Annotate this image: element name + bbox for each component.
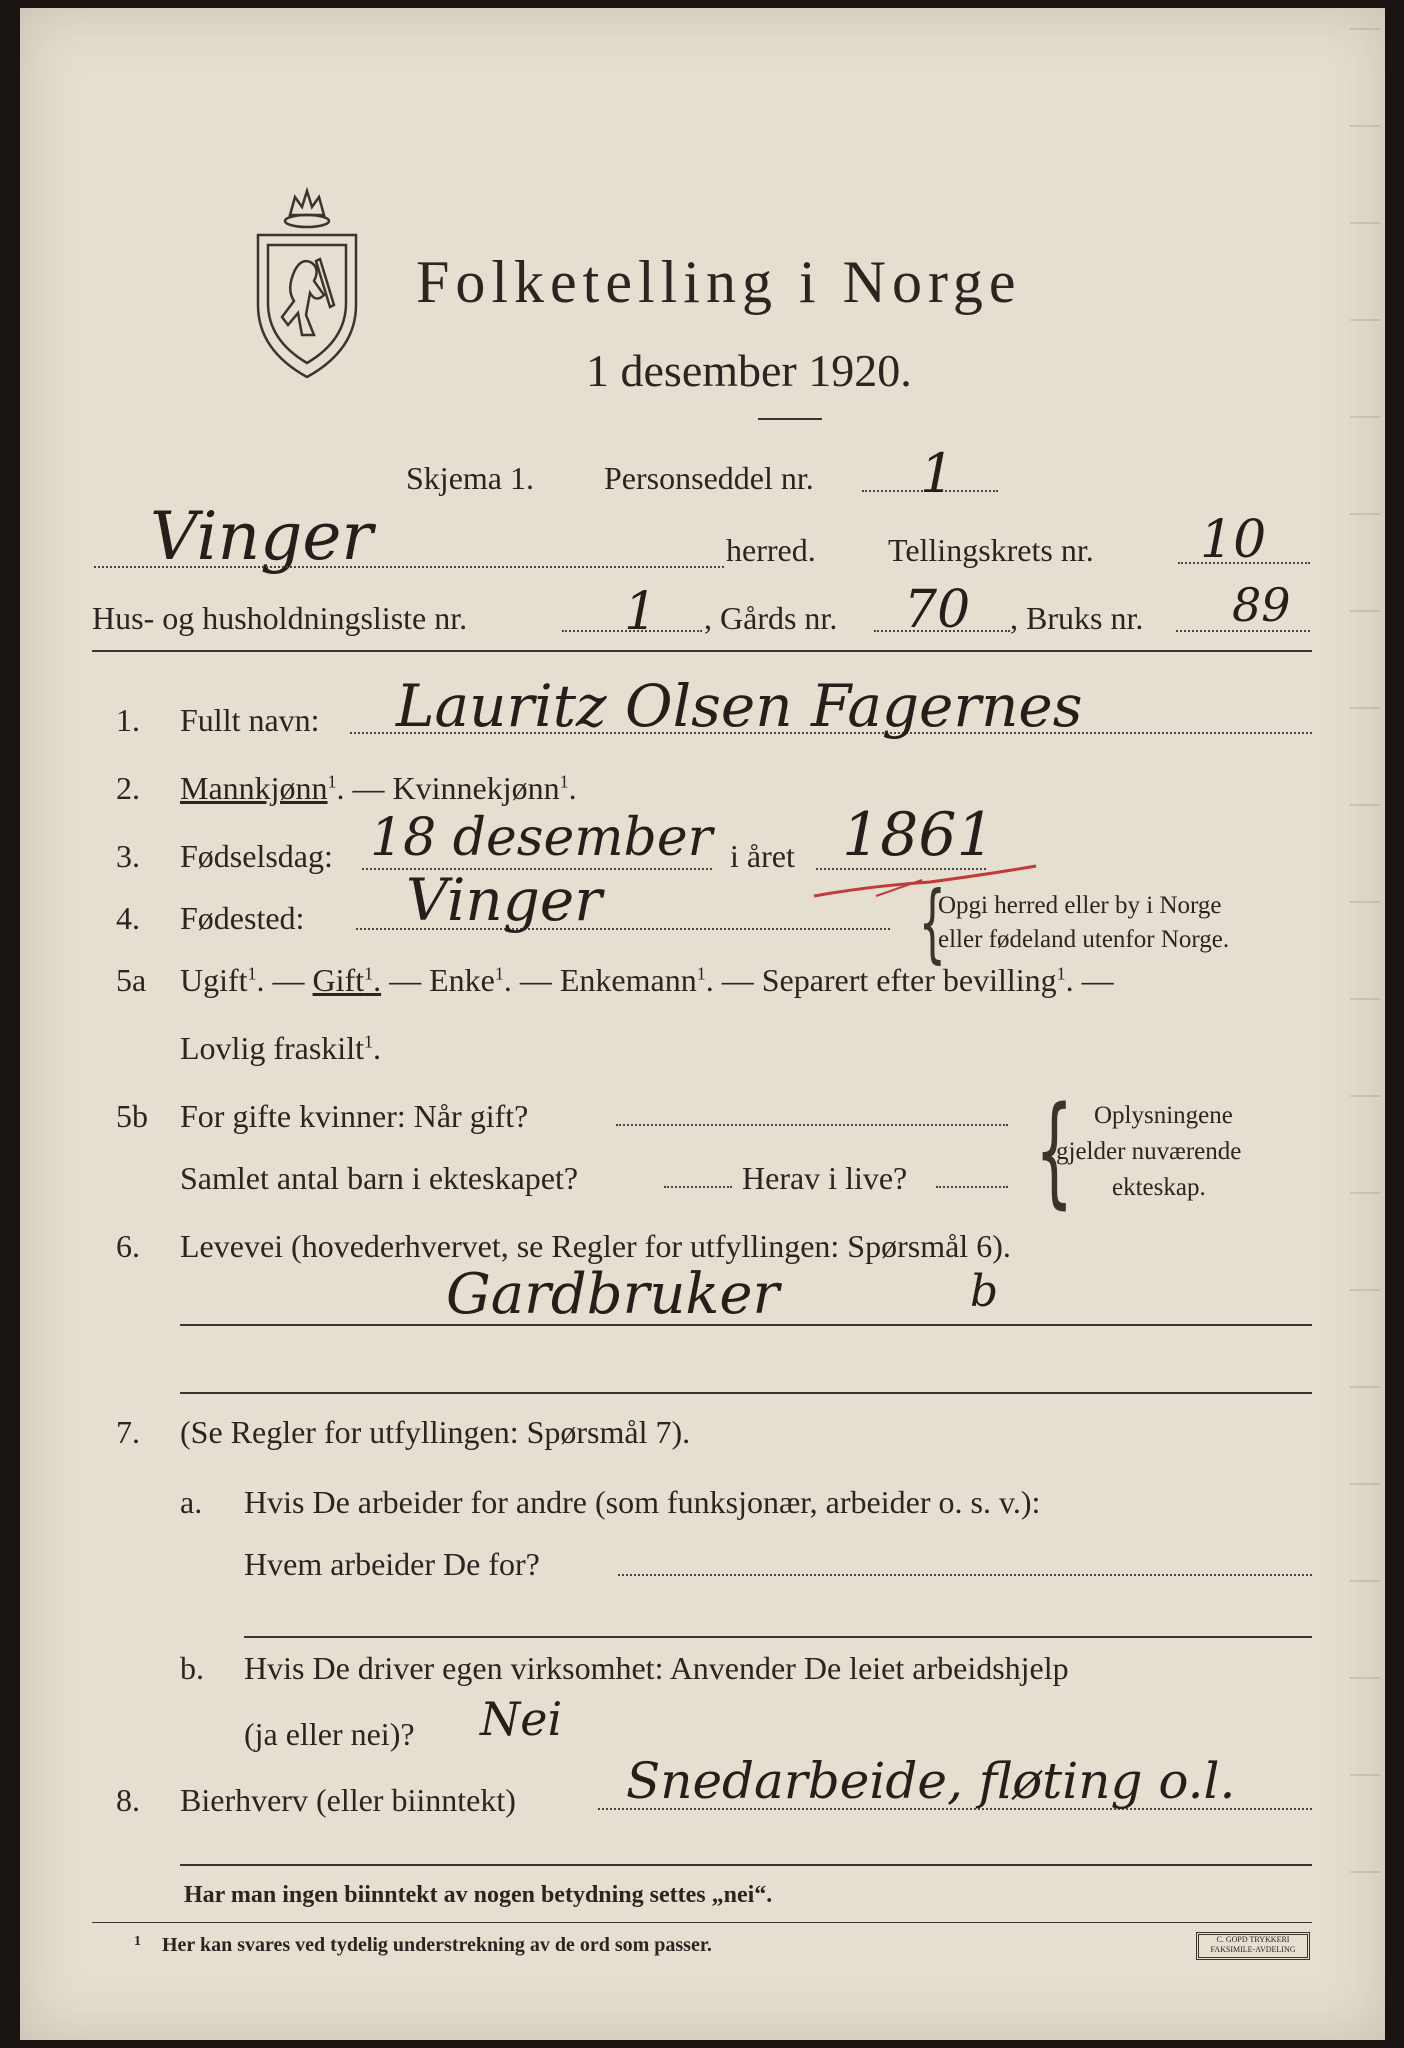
q2-sup1: 1	[327, 771, 337, 792]
schema-label: Skjema 1.	[406, 460, 534, 496]
q7-label: (Se Regler for utfyllingen: Spørsmål 7).	[180, 1414, 691, 1450]
section-rule	[92, 650, 1312, 652]
herred-label: herred.	[726, 532, 816, 568]
q5a-fraskilt-text: Lovlig fraskilt	[180, 1030, 364, 1066]
q5b-note-line2: gjelder nuværende	[1056, 1138, 1242, 1165]
footer-note: Har man ingen biinntekt av nogen betydning settes „nei“.	[184, 1882, 773, 1908]
q5a-dash: —	[389, 962, 422, 998]
q5b-label3: Herav i live?	[742, 1160, 908, 1196]
q5b-note-line1: Oplysningene	[1094, 1102, 1233, 1129]
bruks-value: 89	[1232, 578, 1291, 632]
q5a-end: .	[372, 1030, 381, 1066]
q4-label: Fødested:	[180, 900, 305, 936]
gards-value: 70	[904, 580, 971, 640]
bruks-label: , Bruks nr.	[1010, 600, 1144, 636]
q5b-label2: Samlet antal barn i ekteskapet?	[180, 1160, 579, 1196]
tellingskrets-label: Tellingskrets nr.	[888, 532, 1094, 568]
q7a-letter: a.	[180, 1484, 203, 1520]
q2-end: .	[568, 770, 577, 806]
herred-field	[94, 566, 724, 568]
q4-value: Vinger	[406, 866, 602, 934]
q7b-label1: Hvis De driver egen virksomhet: Anvender De leiet arbeidshjelp	[244, 1650, 1069, 1686]
stamp-line1: C. GOPD TRYKKERI	[1216, 1935, 1290, 1944]
q5a-dash: . —	[503, 962, 552, 998]
gards-label: , Gårds nr.	[704, 600, 838, 636]
q2-male: Mannkjønn	[180, 770, 328, 806]
q5a-sup: 1	[363, 1031, 373, 1052]
q2-text	[180, 770, 577, 807]
footer-rule	[92, 1922, 1312, 1923]
census-date: 1 desember 1920.	[586, 345, 912, 396]
q5a-sup: 1	[696, 963, 706, 984]
tellingskrets-value: 10	[1200, 510, 1267, 570]
q6-mark: b	[970, 1266, 999, 1317]
q6-line1	[180, 1324, 1312, 1326]
q5a-enke: Enke	[429, 962, 495, 998]
footnote-text: Her kan svares ved tydelig understrekning av de ord som passer.	[162, 1934, 712, 1956]
q8-number: 8.	[116, 1782, 140, 1818]
q3-year-label: i året	[730, 838, 795, 874]
q5a-ugift: Ugift	[180, 962, 248, 998]
q3-year-value: 1861	[842, 800, 995, 870]
q2-number: 2.	[116, 770, 140, 806]
q5b-note-line3: ekteskap.	[1112, 1174, 1206, 1201]
q5b-label1: For gifte kvinner: Når gift?	[180, 1098, 529, 1134]
q5a-dash: . —	[705, 962, 754, 998]
printer-stamp	[1196, 1932, 1310, 1960]
q5b-when-field	[616, 1124, 1008, 1126]
q5a-gift	[313, 962, 382, 998]
q5a-sup: 1	[247, 963, 257, 984]
q1-number: 1.	[116, 702, 140, 738]
q5a-dash: . —	[1065, 962, 1114, 998]
q5a-gift-text: Gift	[312, 962, 365, 998]
q2-female: Kvinnekjønn	[392, 770, 560, 806]
q4-note-line2: eller fødeland utenfor Norge.	[938, 926, 1230, 953]
q5a-options	[180, 962, 1114, 999]
q1-label: Fullt navn:	[180, 702, 320, 738]
q5b-children-field	[664, 1186, 732, 1188]
q5a-enkemann: Enkemann	[559, 962, 697, 998]
hus-value: 1	[624, 582, 658, 642]
q7a-label2: Hvem arbeider De for?	[244, 1546, 540, 1582]
q5a-separert: Separert efter bevilling	[761, 962, 1057, 998]
q6-number: 6.	[116, 1228, 140, 1264]
q5a-dash: . —	[256, 962, 305, 998]
q5a-sup: 1	[364, 963, 374, 984]
personseddel-value: 1	[920, 442, 955, 505]
herred-value: Vinger	[150, 498, 373, 575]
q5a-sup: 1	[1056, 963, 1066, 984]
q8-line	[180, 1864, 1312, 1866]
q6-label: Levevei (hovederhvervet, se Regler for utfyllingen: Spørsmål 6).	[180, 1228, 1011, 1264]
q5a-sup: 1	[494, 963, 504, 984]
q7b-label2: (ja eller nei)?	[244, 1716, 415, 1752]
q4-note-line1: Opgi herred eller by i Norge	[938, 892, 1222, 919]
q5a-fraskilt	[180, 1030, 381, 1067]
q7-number: 7.	[116, 1414, 140, 1450]
footnote-mark: 1	[134, 1934, 141, 1949]
q7b-letter: b.	[180, 1650, 204, 1686]
q5a-number: 5a	[116, 962, 147, 998]
title-rule	[758, 418, 822, 420]
q5b-alive-field	[936, 1186, 1008, 1188]
q5b-brace: {	[1035, 1082, 1074, 1221]
form-title: Folketelling i Norge	[416, 249, 1022, 315]
bleed-through-lines	[1350, 28, 1380, 1988]
q5b-number: 5b	[116, 1098, 148, 1134]
stamp-line2: FAKSIMILE-AVDELING	[1210, 1945, 1296, 1954]
q6-line2	[180, 1392, 1312, 1394]
q1-value: Lauritz Olsen Fagernes	[396, 672, 1083, 740]
q6-value: Gardbruker	[446, 1262, 780, 1327]
q4-number: 4.	[116, 900, 140, 936]
hus-label: Hus- og husholdningsliste nr.	[92, 600, 468, 636]
q7a-label1: Hvis De arbeider for andre (som funksjonær, arbeider o. s. v.):	[244, 1484, 1041, 1520]
norwegian-coat-of-arms-icon	[250, 185, 365, 385]
q5a-end: .	[373, 962, 382, 998]
q7b-value: Nei	[480, 1692, 563, 1746]
q3-number: 3.	[116, 838, 140, 874]
personseddel-label: Personseddel nr.	[604, 460, 814, 496]
q4-brace: {	[918, 873, 947, 973]
q8-label: Bierhverv (eller biinntekt)	[180, 1782, 516, 1818]
q8-value: Snedarbeide, fløting o.l.	[626, 1752, 1236, 1810]
q7a-field	[618, 1574, 1312, 1576]
q2-sep: . —	[336, 770, 393, 806]
q3-label: Fødselsdag:	[180, 838, 333, 874]
q2-sup2: 1	[559, 771, 569, 792]
q3-value: 18 desember	[370, 808, 713, 868]
q7a-line	[244, 1636, 1312, 1638]
